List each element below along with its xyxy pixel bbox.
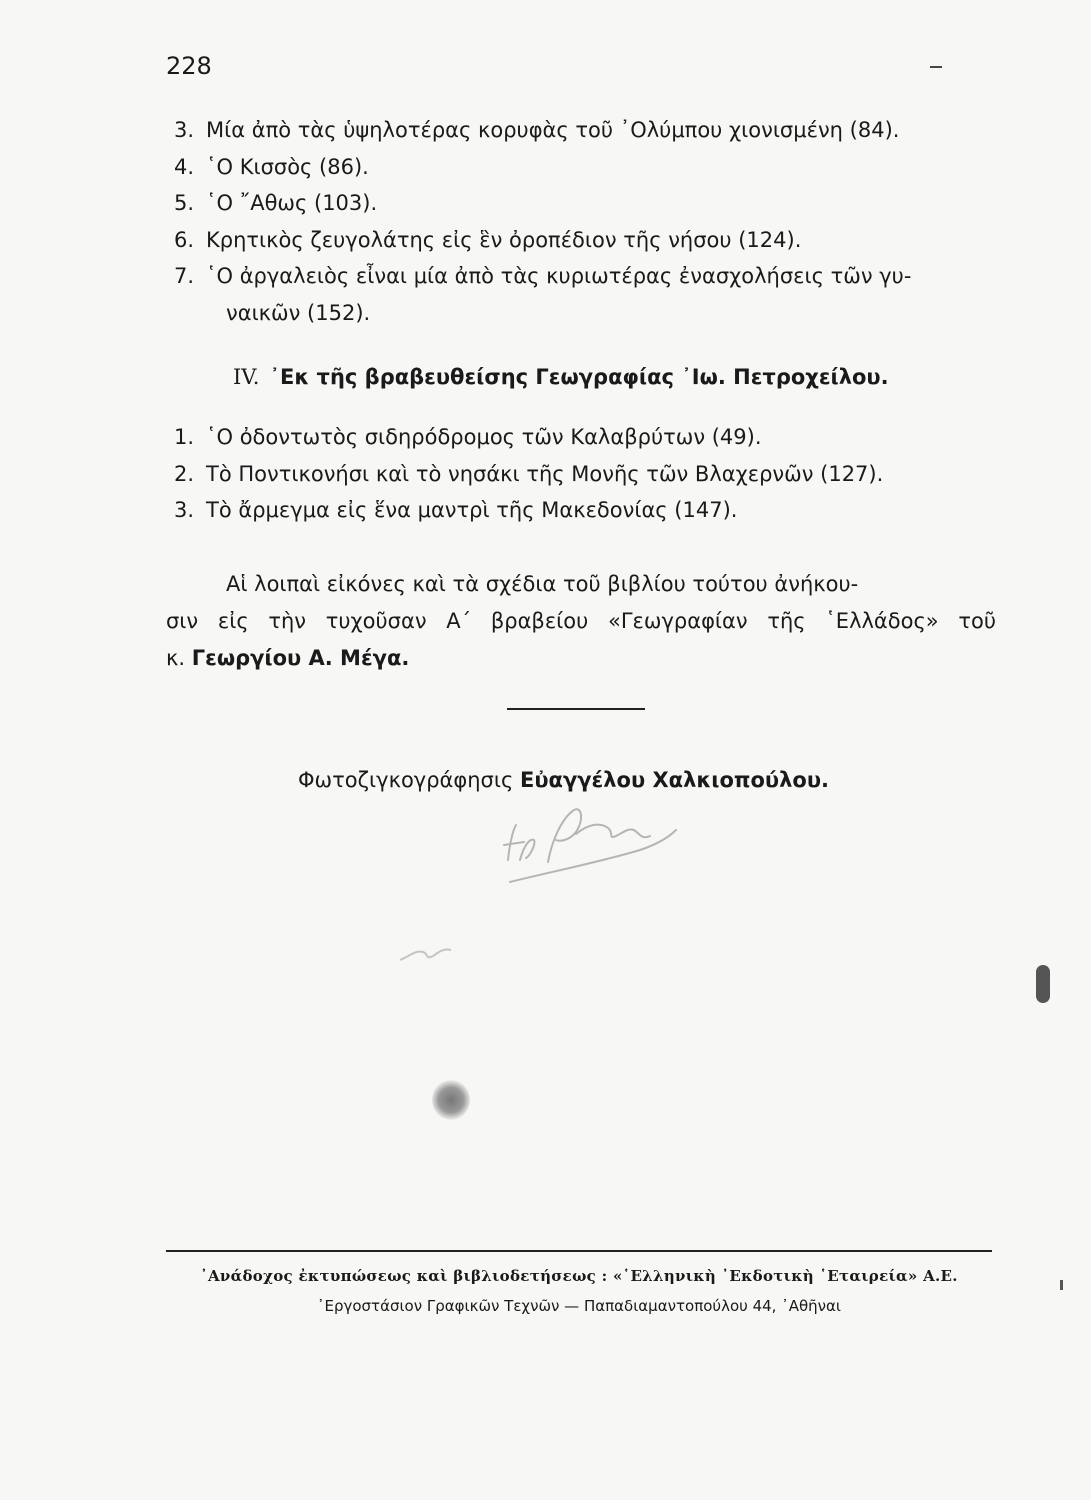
paragraph-line (166, 640, 996, 677)
divider (507, 708, 645, 710)
page-number: 228 (166, 52, 212, 80)
address-line: ᾽Εργοστάσιον Γραφικῶν Τεχνῶν — Παπαδιαμαντοπούλου 44, ᾽Αθῆναι (316, 1297, 841, 1315)
credit-name: Εὐαγγέλου Χαλκιοπούλου. (519, 768, 829, 792)
list-item-text: ῾Ο ἀργαλειὸς εἶναι μία ἀπὸ τὰς κυριωτέρας ἐνασχολήσεις τῶν γυ- (206, 264, 912, 288)
credit-prefix: Φωτοζιγκογράφησις (298, 768, 514, 792)
image-list (174, 425, 1034, 535)
attribution-paragraph (166, 566, 996, 677)
list-item-number: 2. (174, 462, 195, 486)
list-item-number: 4. (174, 155, 195, 179)
photo-credit (298, 768, 829, 792)
section-heading (233, 365, 889, 389)
section-numeral: IV. (233, 365, 260, 389)
handwritten-signature (490, 800, 690, 890)
section-title: ᾽Εκ τῆς βραβευθείσης Γεωγραφίας ᾽Ιω. Πετροχείλου. (269, 365, 889, 389)
list-item-number: 1. (174, 425, 195, 449)
paragraph-line: Αἱ λοιπαὶ εἰκόνες καὶ τὰ σχέδια τοῦ βιβλίου τούτου ἀνήκου- (226, 572, 859, 596)
list-item-number: 3. (174, 498, 195, 522)
publisher-line: ᾽Ανάδοχος ἐκτυπώσεως καὶ βιβλιοδετήσεως : «῾Ελληνικὴ ᾽Εκδοτικὴ ῾Εταιρεία» Α.Ε. (200, 1267, 958, 1285)
list-item-text: Τὸ ἄρμεγμα εἰς ἕνα μαντρὶ τῆς Μακεδονίας (147). (206, 498, 738, 522)
list-item-number: 5. (174, 191, 195, 215)
pencil-mark (395, 938, 465, 968)
paragraph-prefix: κ. (166, 646, 186, 670)
list-item-continuation: ναικῶν (152). (226, 301, 371, 325)
list-item-number: 7. (174, 264, 195, 288)
binding-mark (1060, 1280, 1063, 1290)
paragraph-line: σιν εἰς τὴν τυχοῦσαν Α΄ βραβείου «Γεωγραφίαν τῆς ῾Ελλάδος» τοῦ (166, 609, 996, 633)
ink-stain (432, 1080, 470, 1120)
margin-dash (930, 66, 942, 68)
list-item-text: ῾Ο ῎Αθως (103). (206, 191, 378, 215)
list-item-text: Κρητικὸς ζευγολάτης εἰς ἓν ὀροπέδιον τῆς νήσου (124). (206, 228, 802, 252)
binding-mark (1036, 965, 1050, 1003)
footer-divider (166, 1250, 992, 1252)
list-item-text: ῾Ο Κισσὸς (86). (206, 155, 369, 179)
image-list-continued (174, 118, 1034, 328)
list-item-text: Τὸ Ποντικονήσι καὶ τὸ νησάκι τῆς Μονῆς τῶν Βλαχερνῶν (127). (206, 462, 884, 486)
list-item-number: 3. (174, 118, 195, 142)
list-item-number: 6. (174, 228, 195, 252)
list-item-text: Μία ἀπὸ τὰς ὑψηλοτέρας κορυφὰς τοῦ ᾽Ολύμπου χιονισμένη (84). (206, 118, 900, 142)
list-item-text: ῾Ο ὀδοντωτὸς σιδηρόδρομος τῶν Καλαβρύτων (49). (206, 425, 762, 449)
author-name: Γεωργίου Α. Μέγα. (191, 646, 410, 670)
